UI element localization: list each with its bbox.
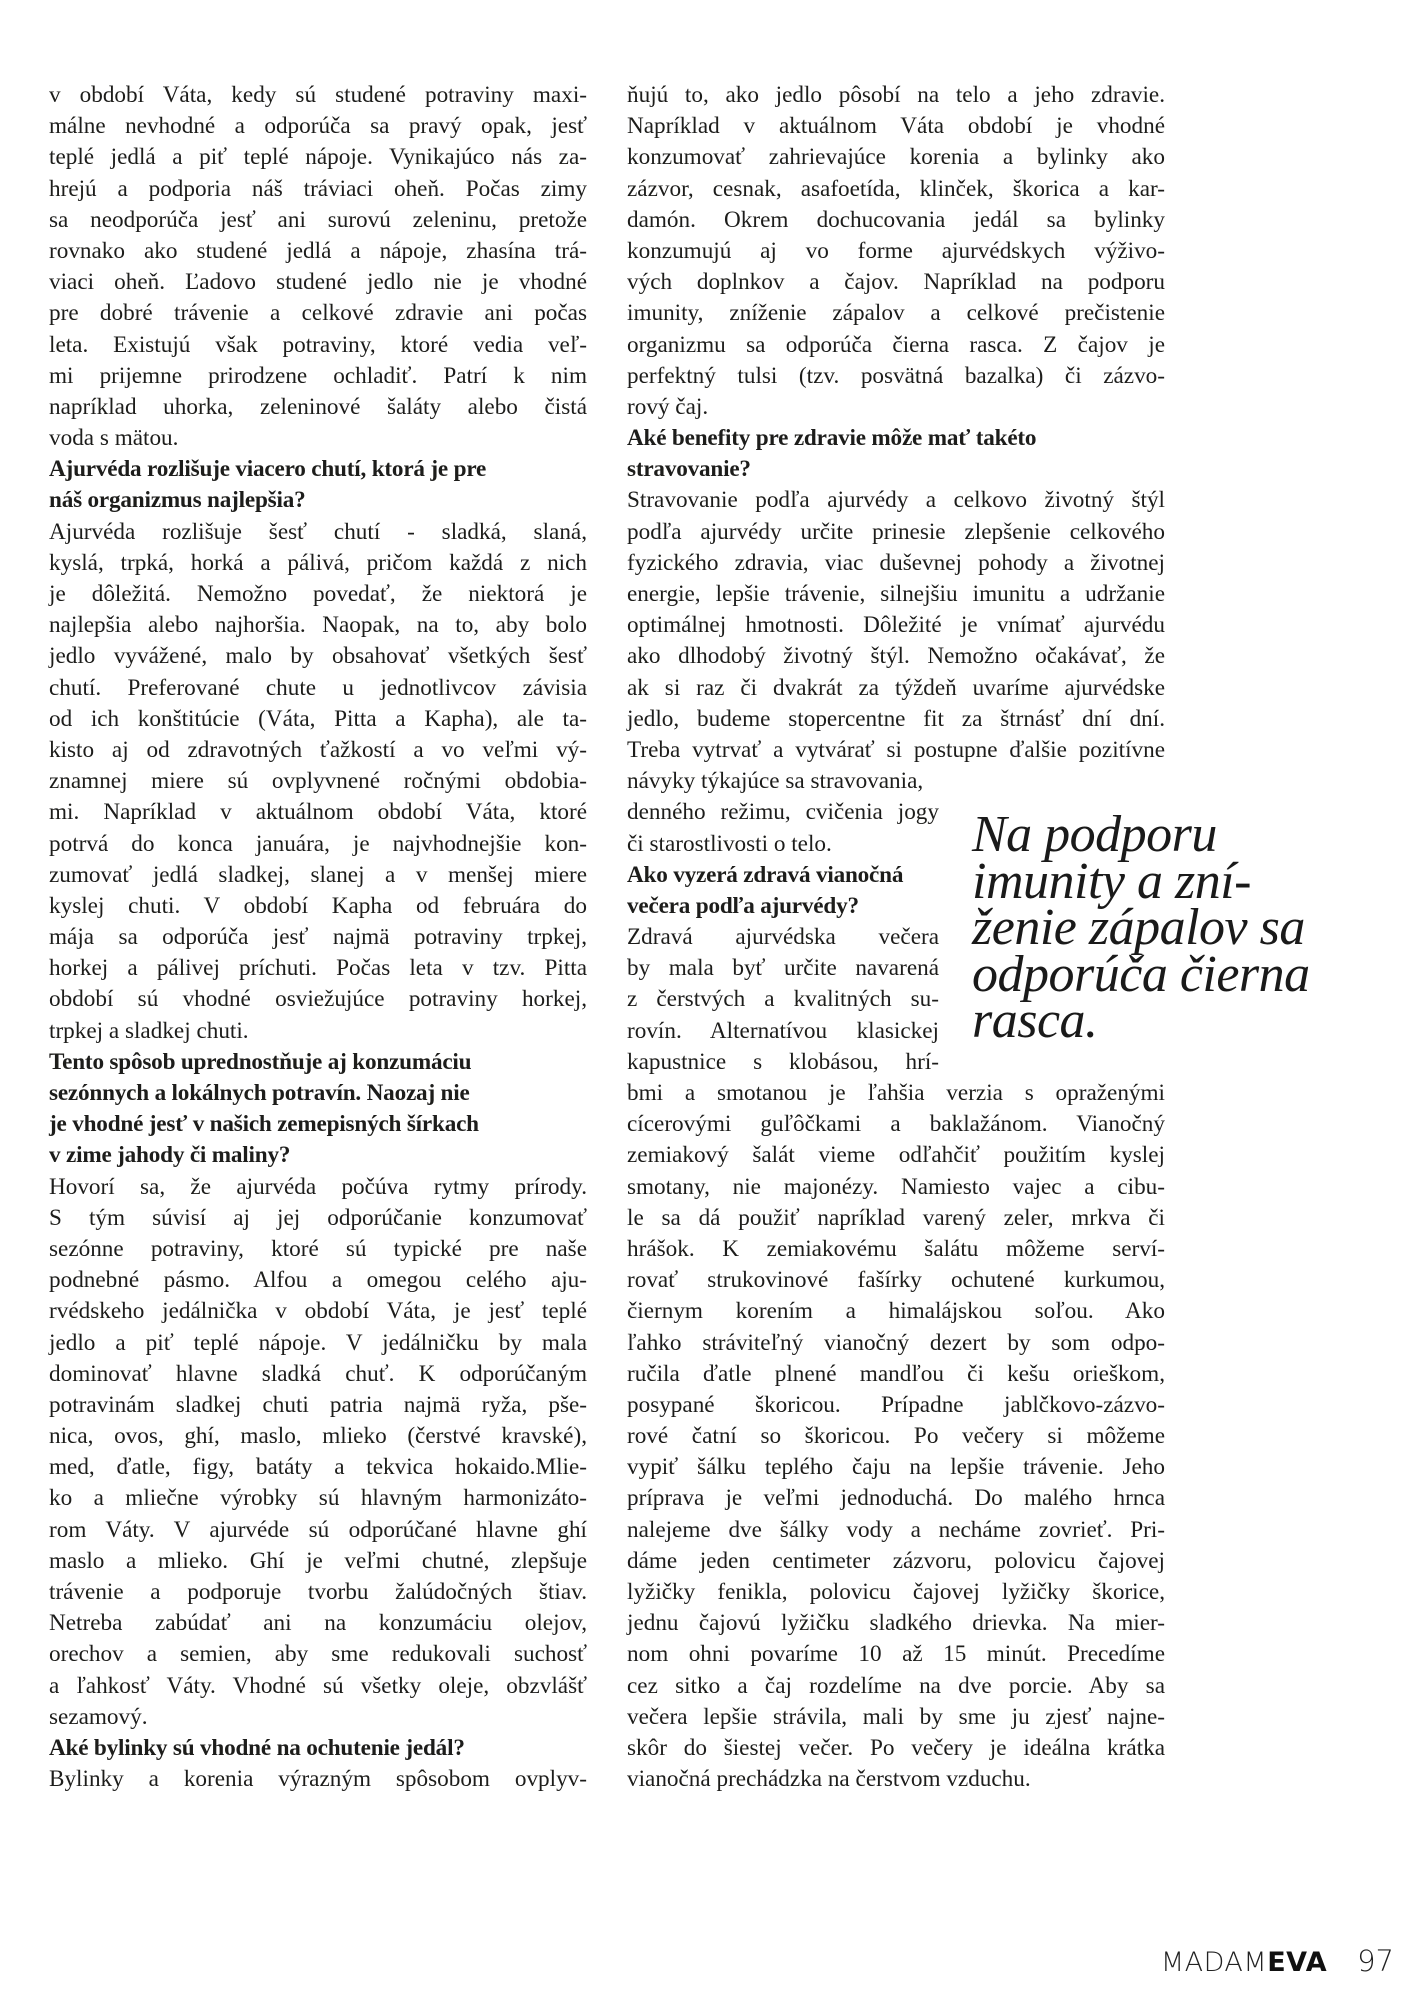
body-text-line: sezamový. xyxy=(49,1703,148,1730)
body-text-line: rové čatní so škoricou. Po večery si môžeme xyxy=(627,1423,1165,1450)
body-text-line: podľa ajurvédy určite prinesie zlepšenie celkového xyxy=(627,518,1165,545)
body-text-line: Hovorí sa, že ajurvéda počúva rytmy prírody. xyxy=(49,1173,587,1200)
body-text-line: le sa dá použiť napríklad varený zeler, mrkva či xyxy=(627,1204,1165,1231)
body-text-line: mája sa odporúča jesť najmä potraviny trpkej, xyxy=(49,924,587,951)
section-heading-line: večera podľa ajurvédy? xyxy=(627,892,859,919)
body-text-line: kisto aj od zdravotných ťažkostí a vo veľmi vý- xyxy=(49,736,587,763)
body-text-line: imunity, zníženie zápalov a celkové prečistenie xyxy=(627,300,1165,327)
body-text-line: rovnako ako studené jedlá a nápoje, zhasína trá- xyxy=(49,237,587,264)
body-text-line: a ľahkosť Váty. Vhodné sú všetky oleje, obzvlášť xyxy=(49,1672,587,1699)
section-heading-line: Ako vyzerá zdravá vianočná xyxy=(627,861,904,888)
body-text-line: chutí. Preferované chute u jednotlivcov závisia xyxy=(49,674,587,701)
body-text-line: vianočná prechádzka na čerstvom vzduchu. xyxy=(627,1766,1031,1793)
body-text-line: návyky týkajúce sa stravovania, xyxy=(627,768,924,795)
pull-quote-line: ženie zápalov sa xyxy=(972,899,1305,956)
body-text-line: orechov a semien, aby sme redukovali suchosť xyxy=(49,1641,587,1668)
body-text-line: napríklad uhorka, zeleninové šaláty alebo čistá xyxy=(49,393,587,420)
body-text-line: príprava je veľmi jednoduchá. Do malého hrnca xyxy=(627,1485,1165,1512)
section-heading-line: sezónnych a lokálnych potravín. Naozaj nie xyxy=(49,1080,470,1106)
body-text-line: S tým súvisí aj jej odporúčanie konzumovať xyxy=(49,1204,587,1231)
page-footer xyxy=(1161,1944,1394,1978)
body-text-line: je dôležitá. Nemožno povedať, že niektorá je xyxy=(49,581,587,607)
body-text-line: ako dlhodobý životný štýl. Nemožno očakávať, že xyxy=(627,643,1165,670)
body-text-line: posypané škoricou. Prípadne jablčkovo-zázvo- xyxy=(627,1391,1165,1418)
body-text-line: hrejú a podporia náš tráviaci oheň. Počas zimy xyxy=(49,175,587,202)
body-text-line: kapustnice s klobásou, hrí- xyxy=(627,1048,939,1075)
body-text-line: fyzického zdravia, viac duševnej pohody a životnej xyxy=(627,549,1165,576)
right-column-bottom-text xyxy=(627,1078,1165,1795)
body-text-line: rvédskeho jedálnička v období Váta, je jesť teplé xyxy=(49,1298,587,1325)
logo-eva: EVA xyxy=(1267,1947,1328,1978)
body-text-line: hrášok. K zemiakovému šalátu môžeme serví- xyxy=(627,1235,1165,1262)
body-text-line: voda s mätou. xyxy=(49,425,179,452)
body-text-line: jedlo vyvážené, malo by obsahovať všetkých šesť xyxy=(49,643,587,670)
section-heading-line: stravovanie? xyxy=(627,456,751,483)
pull-quote-line: odporúča čierna xyxy=(972,945,1310,1003)
body-text-line: skôr do šiestej večer. Po večery je ideálna krátka xyxy=(627,1734,1165,1761)
body-text-line: ko a mliečne výrobky sú hlavným harmonizáto- xyxy=(49,1485,587,1512)
body-text-line: sezónne potraviny, ktoré sú typické pre naše xyxy=(49,1235,587,1262)
body-text-line: leta. Existujú však potraviny, ktoré vedia veľ- xyxy=(49,331,587,358)
body-text-line: vypiť šálku teplého čaju na lepšie trávenie. Jeho xyxy=(627,1454,1165,1481)
body-text-line: Treba vytrvať a vytvárať si postupne ďalšie pozitívne xyxy=(627,736,1165,763)
body-text-line: kyslej chuti. V období Kapha od februára do xyxy=(49,892,587,919)
body-text-line: trpkej a sladkej chuti. xyxy=(49,1017,249,1044)
body-text-line: rový čaj. xyxy=(627,393,709,420)
right-column-top-text xyxy=(627,80,1165,766)
body-text-line: trávenie a podporuje tvorbu žalúdočných štiav. xyxy=(49,1579,587,1605)
body-text-line: horkej a pálivej príchuti. Počas leta v tzv. Pitta xyxy=(49,955,587,982)
publication-logo xyxy=(1161,1947,1327,1978)
body-text-line: rovať strukovinové fašírky ochutené kurkumou, xyxy=(627,1267,1165,1294)
body-text-line: smotany, nie majonézy. Namiesto vajec a cibu- xyxy=(627,1173,1165,1200)
body-text-line: v období Váta, kedy sú studené potraviny maxi- xyxy=(49,82,587,108)
body-text-line: med, ďatle, figy, batáty a tekvica hokaido.Mlie- xyxy=(49,1454,587,1481)
pull-quote xyxy=(972,806,1372,1049)
body-text-line: podnebné pásmo. Alfou a omegou celého aju- xyxy=(49,1267,587,1294)
body-text-line: či starostlivosti o telo. xyxy=(627,830,832,857)
body-text-line: Bylinky a korenia výrazným spôsobom ovplyv- xyxy=(49,1766,587,1793)
body-text-line: znamnej miere sú ovplyvnené ročnými obdobia- xyxy=(49,768,587,795)
body-text-line: od ich konštitúcie (Váta, Pitta a Kapha), ale ta- xyxy=(49,705,587,732)
article-left-column xyxy=(49,80,587,1795)
page-number: 97 xyxy=(1357,1944,1394,1978)
body-text-line: ak si raz či dvakrát za týždeň uvaríme ajurvédske xyxy=(627,674,1165,701)
body-text-line: vých doplnkov a čajov. Napríklad na podporu xyxy=(627,269,1165,296)
body-text-line: kyslá, trpká, horká a pálivá, pričom každá z nich xyxy=(49,549,587,576)
body-text-line: optimálnej hmotnosti. Dôležité je vnímať ajurvédu xyxy=(627,612,1165,639)
body-text-line: bmi a smotanou je ľahšia verzia s opraženými xyxy=(627,1080,1165,1106)
section-heading-line: Aké bylinky sú vhodné na ochutenie jedál? xyxy=(49,1734,465,1761)
body-text-line: konzumujú aj vo forme ajurvédskych výživo- xyxy=(627,237,1165,264)
body-text-line: jednu čajovú lyžičku sladkého drievka. Na mier- xyxy=(627,1610,1165,1637)
body-text-line: sa neodporúča jesť ani surovú zeleninu, pretože xyxy=(49,206,587,233)
body-text-line: organizmu sa odporúča čierna rasca. Z čajov je xyxy=(627,331,1165,358)
body-text-line: dáme jeden centimeter zázvoru, polovicu čajovej xyxy=(627,1547,1165,1574)
body-text-line: ručila ďatle plnené mandľou či kešu orieškom, xyxy=(627,1360,1165,1387)
body-text-line: večera lepšie strávila, mali by sme ju zjesť najne- xyxy=(627,1703,1165,1730)
section-heading-line: Ajurvéda rozlišuje viacero chutí, ktorá je pre xyxy=(49,456,487,483)
body-text-line: málne nevhodné a odporúča sa pravý opak, jesť xyxy=(49,113,587,140)
body-text-line: viaci oheň. Ľadovo studené jedlo nie je vhodné xyxy=(49,269,587,296)
body-text-line: Stravovanie podľa ajurvédy a celkovo životný štýl xyxy=(627,487,1165,514)
body-text-line: teplé jedlá a piť teplé nápoje. Vynikajúco nás za- xyxy=(49,144,587,171)
section-heading-line: Aké benefity pre zdravie môže mať takéto xyxy=(627,425,1037,452)
body-text-line: Ajurvéda rozlišuje šesť chutí - sladká, slaná, xyxy=(49,518,587,545)
body-text-line: dominovať hlavne sladká chuť. K odporúčaným xyxy=(49,1360,587,1387)
body-text-line: jedlo a piť teplé nápoje. V jedálničku by mala xyxy=(49,1329,587,1356)
body-text-line: potrvá do konca januára, je najvhodnejšie kon- xyxy=(49,830,587,857)
body-text-line: Netreba zabúdať ani na konzumáciu olejov, xyxy=(49,1610,587,1637)
section-heading-line: je vhodné jesť v našich zemepisných šírkach xyxy=(49,1111,479,1138)
body-text-line: z čerstvých a kvalitných su- xyxy=(627,986,939,1013)
pull-quote-line: rasca. xyxy=(972,992,1098,1049)
body-text-line: pre dobré trávenie a celkové zdravie ani počas xyxy=(49,300,587,327)
body-text-line: rom Váty. V ajurvéde sú odporúčané hlavne ghí xyxy=(49,1516,587,1543)
body-text-line: cez sitko a čaj rozdelíme na dve porcie. Aby sa xyxy=(627,1672,1165,1699)
body-text-line: zumovať jedlá sladkej, slanej a v menšej miere xyxy=(49,861,587,888)
body-text-line: ňujú to, ako jedlo pôsobí na telo a jeho zdravie. xyxy=(627,82,1165,108)
body-text-line: mi. Napríklad v aktuálnom období Váta, ktoré xyxy=(49,799,587,826)
body-text-line: jedlo, budeme stopercentne fit za štrnásť dní dní. xyxy=(627,705,1165,732)
body-text-line: perfektný tulsi (tzv. posvätná bazalka) či zázvo- xyxy=(627,362,1165,389)
body-text-line: najlepšia alebo najhoršia. Naopak, na to, aby bolo xyxy=(49,612,587,639)
body-text-line: maslo a mlieko. Ghí je veľmi chutné, zlepšuje xyxy=(49,1547,587,1574)
body-text-line: zemiakový šalát vieme odľahčiť použitím kyslej xyxy=(627,1142,1165,1169)
body-text-line: rovín. Alternatívou klasickej xyxy=(627,1017,939,1044)
section-heading-line: náš organizmus najlepšia? xyxy=(49,487,306,514)
body-text-line: Napríklad v aktuálnom Váta období je vhodné xyxy=(627,113,1165,140)
section-heading-line: Tento spôsob uprednostňuje aj konzumáciu xyxy=(49,1048,472,1075)
body-text-line: čiernym korením a himalájskou soľou. Ako xyxy=(627,1298,1165,1325)
body-text-line: energie, lepšie trávenie, silnejšiu imunitu a udržanie xyxy=(627,581,1165,607)
body-text-line: ľahko stráviteľný vianočný dezert by som odpo- xyxy=(627,1329,1165,1356)
pull-quote-line: Na podporu xyxy=(972,806,1217,863)
body-text-line: cícerovými guľôčkami a baklažánom. Vianočný xyxy=(627,1111,1165,1138)
body-text-line: zázvor, cesnak, asafoetída, klinček, škorica a kar- xyxy=(627,175,1165,202)
body-text-line: by mala byť určite navarená xyxy=(627,955,939,982)
body-text-line: lyžičky fenikla, polovicu čajovej lyžičky škorice, xyxy=(627,1579,1165,1605)
body-text-line: damón. Okrem dochucovania jedál sa bylinky xyxy=(627,206,1165,233)
logo-madam: MADAM xyxy=(1160,1947,1268,1978)
section-heading-line: v zime jahody či maliny? xyxy=(49,1142,291,1169)
body-text-line: nalejeme dve šálky vody a necháme zovrieť. Pri- xyxy=(627,1516,1165,1543)
body-text-line: potravinám sladkej chuti patria najmä ryža, pše- xyxy=(49,1391,587,1418)
body-text-line: nom ohni povaríme 10 až 15 minút. Precedíme xyxy=(627,1641,1165,1668)
body-text-line: období sú vhodné osviežujúce potraviny horkej, xyxy=(49,986,587,1013)
body-text-line: Zdravá ajurvédska večera xyxy=(627,924,939,951)
body-text-line: denného režimu, cvičenia jogy xyxy=(627,799,939,826)
pull-quote-line: imunity a zní- xyxy=(972,852,1251,910)
right-column-narrow-text xyxy=(627,766,939,1078)
body-text-line: mi prijemne prirodzene ochladiť. Patrí k nim xyxy=(49,362,587,389)
body-text-line: konzumovať zahrievajúce korenia a bylinky ako xyxy=(627,144,1165,171)
body-text-line: nica, ovos, ghí, maslo, mlieko (čerstvé kravské), xyxy=(49,1423,587,1450)
